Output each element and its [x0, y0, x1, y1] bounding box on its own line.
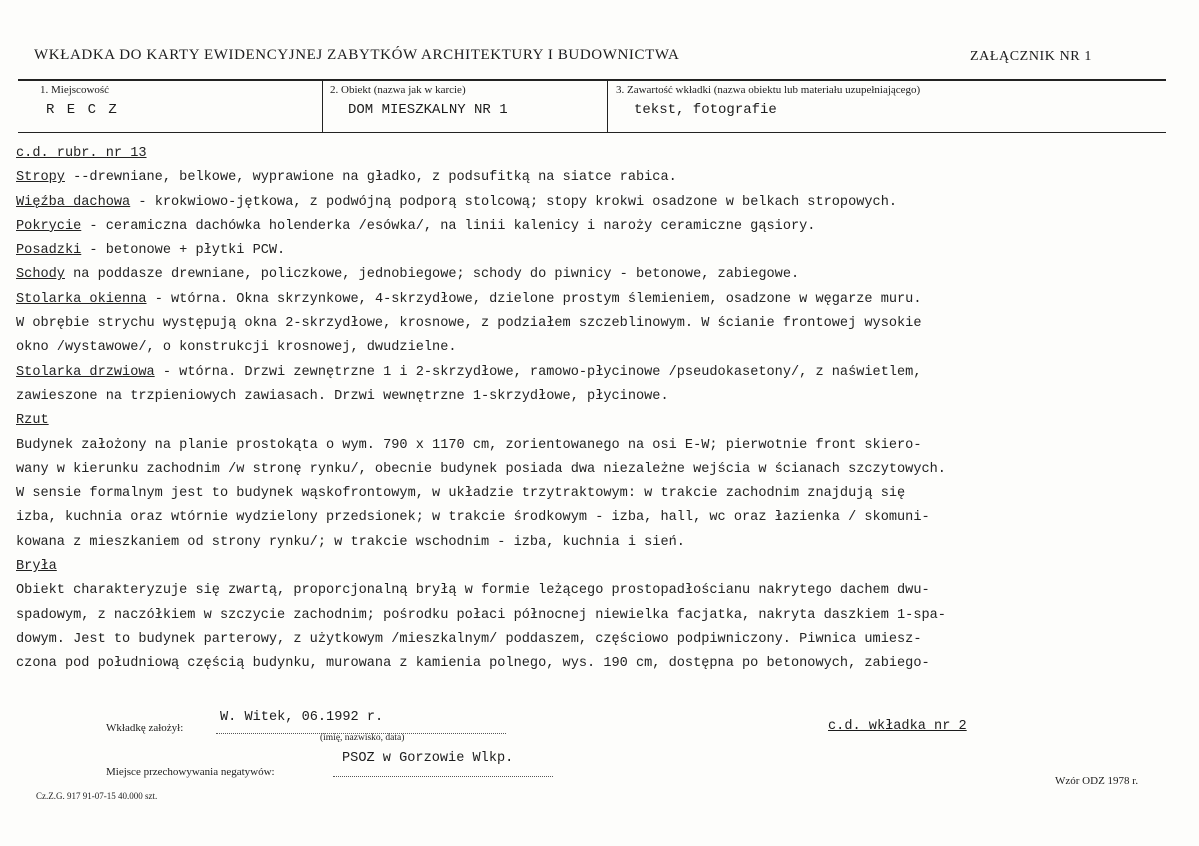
body-line — [16, 215, 1176, 239]
section-label: Więźba dachowa — [16, 194, 131, 210]
field-divider-2 — [607, 80, 608, 132]
section-text: na poddasze drewniane, policzkowe, jednobiegowe; schody do piwnicy - betonowe, zabiegowe. — [64, 267, 800, 283]
body-line — [16, 142, 1176, 166]
header-rule-bottom — [18, 132, 1166, 133]
section-text: - krokwiowo-jętkowa, z podwójną podporą stolcową; stopy krokwi osadzone w belkach stropowych. — [130, 194, 898, 210]
section-heading-bryla: Bryła — [16, 559, 57, 575]
body-line: czona pod południową częścią budynku, murowana z kamienia polnego, wys. 190 cm, dostępna po betonowych, zabiego- — [16, 656, 930, 672]
section-heading-rzut: Rzut — [16, 413, 49, 429]
section-text: - ceramiczna dachówka holenderka /esówka/, na linii kalenicy i naroży ceramiczne gąsiory. — [81, 218, 816, 234]
founded-by-value: W. Witek, 06.1992 r. — [220, 710, 384, 725]
body-line: wany w kierunku zachodnim /w stronę rynku/, obecnie budynek posiada dwa niezależne wejścia w ścianach szczytowych. — [16, 461, 946, 477]
section-label: Stolarka okienna — [16, 291, 147, 307]
body-line: spadowym, z naczółkiem w szczycie zachodnim; pośrodku połaci północnej niewielka facjatka, nakryta daszkiem 1-spa- — [16, 607, 946, 623]
negatives-storage-value: PSOZ w Gorzowie Wlkp. — [342, 751, 514, 766]
body-line: Budynek założony na planie prostokąta o wym. 790 x 1170 cm, zorientowanego na osi E-W; pierwotnie front skiero- — [16, 437, 922, 453]
body-line: izba, kuchnia oraz wtórnie wydzielony przedsionek; w trakcie środkowym - izba, hall, wc oraz łazienka / skomuni- — [16, 510, 930, 526]
body-line: kowana z mieszkaniem od strony rynku/; w trakcie wschodnim - izba, kuchnia i sień. — [16, 534, 685, 550]
body-line: dowym. Jest to budynek parterowy, z użytkowym /mieszkalnym/ poddaszem, częściowo podpiwniczony. Piwnica umiesz- — [16, 631, 922, 647]
body-line — [16, 555, 1176, 579]
body-line — [16, 166, 1176, 190]
continuation-heading: c.d. rubr. nr 13 — [16, 146, 147, 161]
body-line — [16, 191, 1176, 215]
print-info: Cz.Z.G. 917 91-07-15 40.000 szt. — [36, 791, 158, 801]
body-line: W obrębie strychu występują okna 2-skrzydłowe, krosnowe, z podziałem szczeblinowym. W ścianie frontowej wysokie — [16, 316, 922, 332]
negatives-storage-dotted-line — [333, 776, 553, 777]
section-text: - wtórna. Drzwi zewnętrzne 1 i 2-skrzydłowe, ramowo-płycinowe /pseudokasetony/, z naświetlem, — [154, 364, 922, 380]
section-text: - wtórna. Okna skrzynkowe, 4-skrzydłowe, dzielone prostym ślemieniem, osadzone w węgarze muru. — [146, 291, 922, 307]
body-line: okno /wystawowe/, o konstrukcji krosnowej, dwudzielne. — [16, 340, 457, 356]
section-label: Posadzki — [16, 243, 82, 259]
field-3-label: 3. Zawartość wkładki (nazwa obiektu lub materiału uzupełniającego) — [616, 84, 921, 96]
form-template: Wzór ODZ 1978 r. — [1055, 775, 1139, 787]
section-text: - betonowe + płytki PCW. — [81, 243, 286, 259]
field-divider-1 — [322, 80, 323, 132]
body-line — [16, 263, 1176, 287]
founded-by-label: Wkładkę założył: — [106, 722, 184, 734]
body-line: W sensie formalnym jest to budynek wąskofrontowym, w układzie trzytraktowym: w trakcie zachodnim znajdują się — [16, 486, 906, 502]
attachment-number: ZAŁĄCZNIK NR 1 — [970, 49, 1092, 64]
body-line — [16, 239, 1176, 263]
founded-by-hint: (imię, nazwisko, data) — [320, 733, 405, 743]
field-3-value: tekst, fotografie — [634, 102, 777, 118]
field-2-value: DOM MIESZKALNY NR 1 — [348, 102, 508, 118]
continued-on: c.d. wkładka nr 2 — [828, 719, 967, 734]
negatives-storage-label: Miejsce przechowywania negatywów: — [106, 766, 275, 778]
section-label: Stropy — [16, 170, 65, 186]
section-label: Stolarka drzwiowa — [16, 364, 155, 380]
field-1-value: R E C Z — [46, 102, 119, 118]
section-text: --drewniane, belkowe, wyprawione na gładko, z podsufitką na siatce rabica. — [64, 170, 677, 186]
field-1-label: 1. Miejscowość — [40, 84, 110, 96]
section-label: Pokrycie — [16, 218, 82, 234]
header-rule-top — [18, 79, 1166, 81]
body-line: Obiekt charakteryzuje się zwartą, proporcjonalną bryłą w formie leżącego prostopadłościanu nakrytego dachem dwu- — [16, 583, 930, 599]
body-line — [16, 288, 1176, 312]
typewritten-body — [16, 142, 1176, 677]
body-line — [16, 361, 1176, 385]
body-line — [16, 409, 1176, 433]
section-label: Schody — [16, 267, 65, 283]
document-title: WKŁADKA DO KARTY EWIDENCYJNEJ ZABYTKÓW ARCHITEKTURY I BUDOWNICTWA — [34, 47, 680, 63]
body-line: zawieszone na trzpieniowych zawiasach. Drzwi wewnętrzne 1-skrzydłowe, płycinowe. — [16, 388, 669, 404]
field-2-label: 2. Obiekt (nazwa jak w karcie) — [330, 84, 466, 96]
